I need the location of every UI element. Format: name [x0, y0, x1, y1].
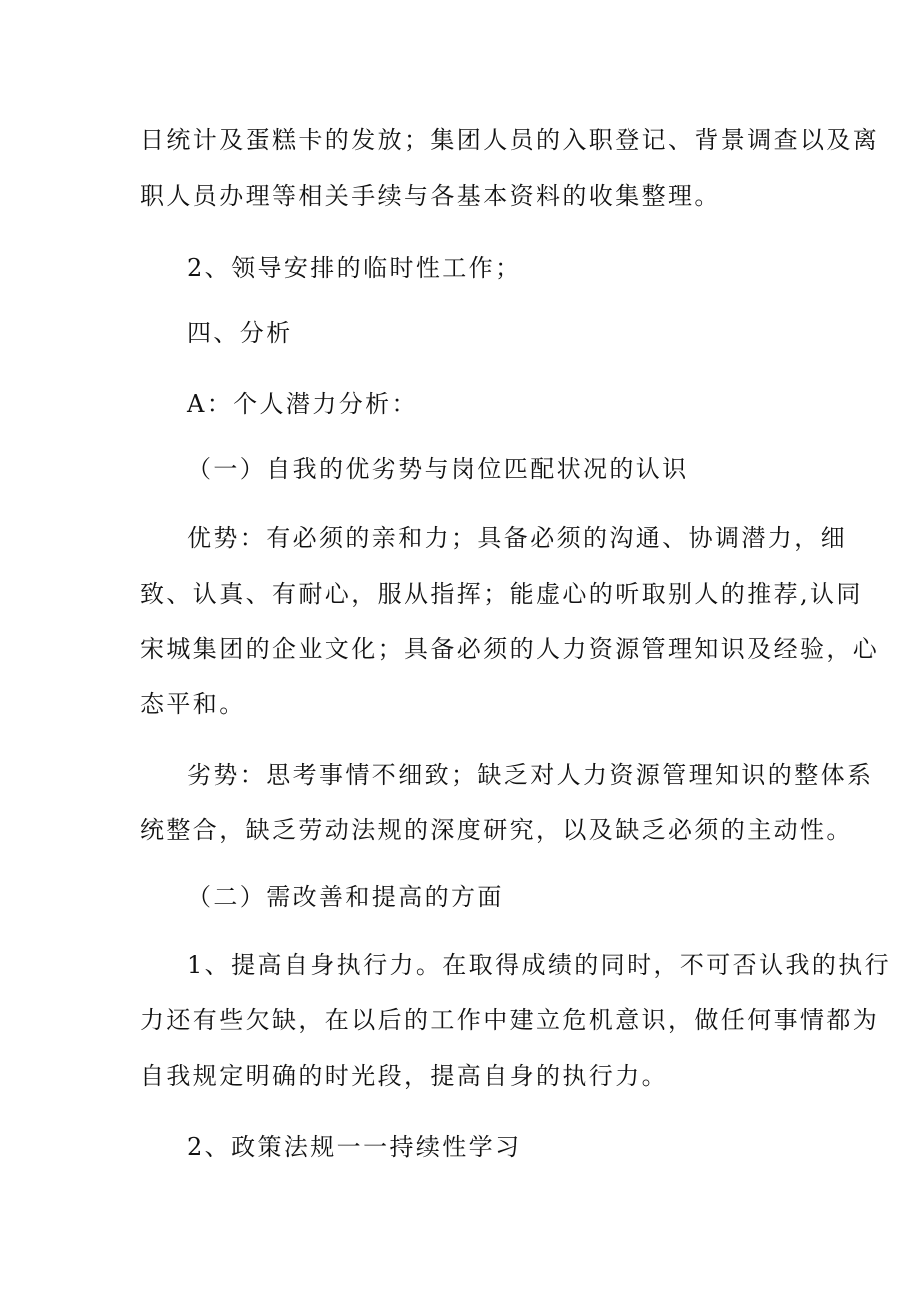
list-item-line: 2、领导安排的临时性工作； — [187, 254, 522, 282]
subsection-heading: （一）自我的优劣势与岗位匹配状况的认识 — [187, 455, 689, 483]
paragraph-line: 态平和。 — [140, 690, 246, 718]
subsection-heading: A：个人潜力分析： — [187, 390, 418, 418]
paragraph-line: 劣势：思考事情不细致；缺乏对人力资源管理知识的整体系 — [187, 761, 874, 789]
paragraph-line: 职人员办理等相关手续与各基本资料的收集整理。 — [140, 182, 721, 210]
paragraph-line: 优势：有必须的亲和力；具备必须的沟通、协调潜力，细 — [187, 524, 847, 552]
paragraph-line: 致、认真、有耐心，服从指挥；能虚心的听取别人的推荐,认同 — [140, 580, 863, 608]
paragraph-line: 日统计及蛋糕卡的发放；集团人员的入职登记、背景调查以及离 — [140, 126, 880, 154]
paragraph-line: 统整合，缺乏劳动法规的深度研究，以及缺乏必须的主动性。 — [140, 816, 853, 844]
section-heading: 四、分析 — [187, 319, 293, 347]
paragraph-line: 力还有些欠缺，在以后的工作中建立危机意识，做任何事情都为 — [140, 1006, 880, 1034]
paragraph-line: 自我规定明确的时光段，提高自身的执行力。 — [140, 1062, 668, 1090]
paragraph-line: 宋城集团的企业文化；具备必须的人力资源管理知识及经验，心 — [140, 635, 880, 663]
list-item-line: 2、政策法规一一持续性学习 — [187, 1133, 522, 1161]
subsection-heading: （二）需改善和提高的方面 — [187, 883, 504, 911]
paragraph-line: 1、提高自身执行力。在取得成绩的同时，不可否认我的执行 — [187, 951, 892, 979]
